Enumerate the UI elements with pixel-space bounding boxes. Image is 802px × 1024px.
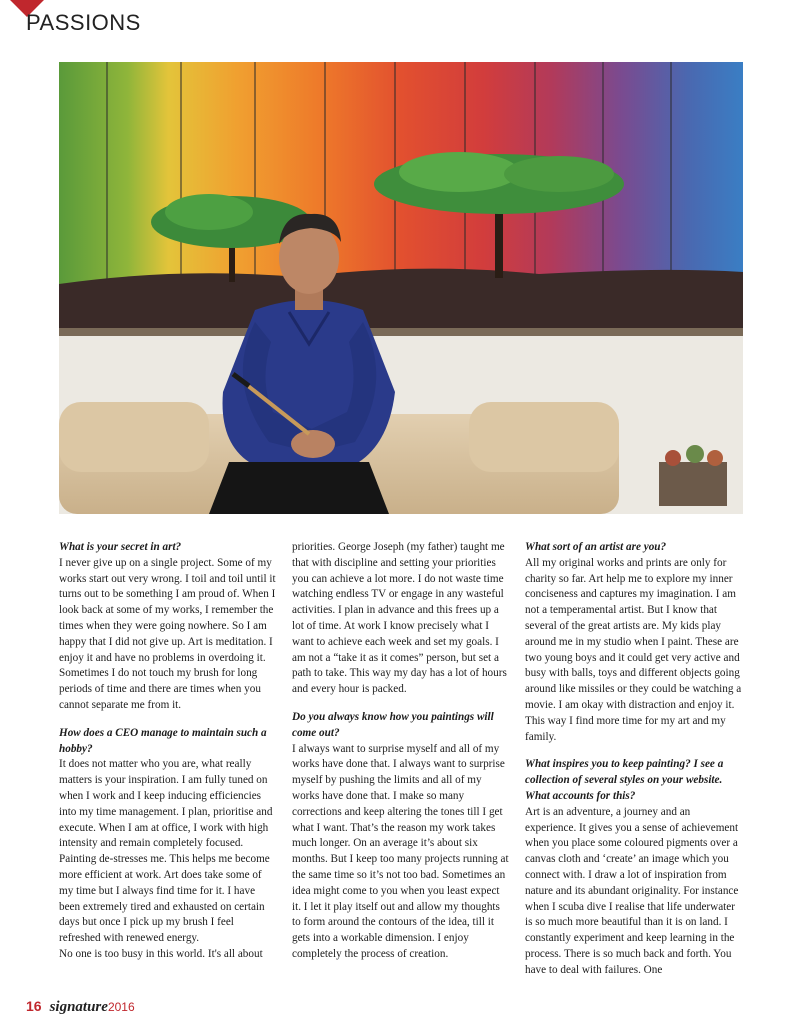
page-footer [26, 998, 135, 1016]
article-column-3 [525, 540, 743, 979]
answer-paragraph: It does not matter who you are, what really matters is your inspiration. I am fully tuned on when I work and I keep inducing efficiencies into my time management. I plan, prioritise and execute. When I am at office, I work with high intensity and remain completely focused. Painting de-stresses me. This helps me become more efficient at work. Art does take some of my time but I always find time for it. I have been extremely tired and exhausted on certain days but once I pick up my brush I feel refreshed with renewed energy. [59, 758, 273, 945]
question-heading: Do you always know how you paintings will come out? [292, 710, 494, 739]
question-heading: What inspires you to keep painting? I see a collection of several styles on your website. What accounts for this? [525, 758, 724, 802]
question-heading: What is your secret in art? [59, 541, 182, 553]
answer-paragraph: priorities. George Joseph (my father) taught me that with discipline and setting your priorities you can achieve a lot more. I do not waste time watching endless TV or engage in any wasteful activities. I plan in advance and this frees up a lot of time. At work I know precisely what I want to achieve each week and set my goals. I am not a “take it as it comes” person, but set a path to take. This way my day has a lot of hours and every hour is packed. [292, 541, 507, 696]
answer-paragraph: Art is an adventure, a journey and an experience. It gives you a sense of achievement when you place some coloured pigments over a canvas cloth and ‘create’ an image which you connect with. I draw a lot of inspiration from nature and its abundant originality. For instance when I scuba dive I realise that life underwater is so much more beautiful than it is on land. I constantly experiment and keep learning in the process. There is so much back and forth. You have to deal with failures. One [525, 805, 739, 976]
article-body [0, 540, 802, 990]
question-heading: What sort of an artist are you? [525, 541, 667, 553]
question-heading: How does a CEO manage to maintain such a hobby? [59, 726, 267, 755]
answer-paragraph: I always want to surprise myself and all of my works have done that. I always want to surprise myself by pushing the limits and all of my works have done that. I make so many corrections and keep altering the tones till I get what I want. That’s the reason my work takes much longer. On an average it’s about six months. But I keep too many projects running at the same time so it’s not too bad. Sometimes an idea might come to you when you least expect it. I let it play itself out and allow my thoughts to form around the contours of the idea, till it gets into a workable dimension. I enjoy completely the process of creation. [292, 742, 509, 960]
section-title: PASSIONS [26, 10, 141, 35]
painting-with-man-photo [59, 62, 743, 514]
article-column-2 [292, 540, 510, 963]
article-column-1 [59, 540, 277, 963]
magazine-brand: signature [49, 999, 108, 1015]
magazine-year: 2016 [107, 1000, 135, 1014]
page-number: 16 [26, 998, 42, 1014]
answer-paragraph: All my original works and prints are only for charity so far. Art help me to explore my inner conciseness and captures my imagination. I am not a temperamental artist. But I know that several of the great artists are. My kids play around me in my studio when I paint. These are two young boys and it could get very active and busy with balls, toys and different objects going around like missiles or they could be watching a movie. I am okay with distraction and enjoy it. This way I find more time for my art and my family. [525, 556, 742, 743]
answer-paragraph: No one is too busy in this world. It's all about [59, 947, 263, 960]
answer-paragraph: I never give up on a single project. Some of my works start out very wrong. I toil and toil until it turns out to be something I am proud of. When I look back at some of my works, I remember the times when they were going nowhere. So I am happy that I did not give up. Art is meditation. I enjoy it and have no problems in overdoing it. Sometimes I do not touch my brush for long periods of time and there are times when you cannot separate me from it. [59, 556, 276, 711]
hero-photo [59, 62, 743, 514]
